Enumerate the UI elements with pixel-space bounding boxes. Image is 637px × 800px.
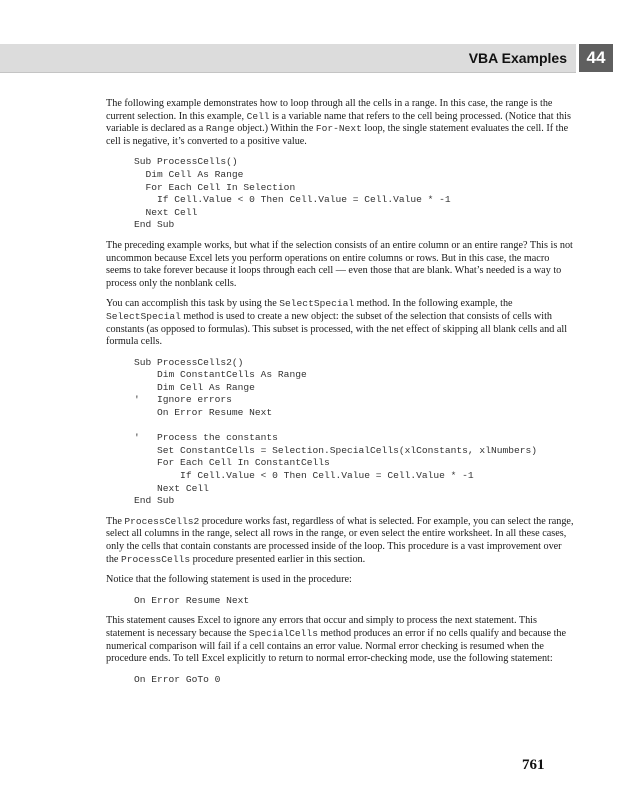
inline-code: SelectSpecial [106, 310, 181, 322]
text-run: method. In the following example, the [354, 298, 513, 310]
text-run: You can accomplish this task by using the [106, 298, 280, 310]
paragraph-preceding-example: The preceding example works, but what if the selection consists of an entire column or an entire range? This is not uncommon because Excel lets you perform operations on entire columns or rows. But in this case, the macro seems to take forever because it loops through each cell — even those that are blank. What’s needed is a way to process only the nonblank cells. [106, 239, 573, 289]
text-run: procedure works fast, regardless of what is selected. For example, you can select the range, select all columns in the range, select all rows in the range, or even select the entire worksheet. In all these cases, only the cells that contain constants are processed inside of the loop. This procedure is a vast improvement over the [106, 515, 574, 565]
text-run: method is used to create a new object: the subset of the selection that consists of cells with constants (as opposed to formulas). This subset is processed, with the net effect of skipping all blank cells and all formula cells. [106, 310, 568, 348]
inline-code: For-Next [315, 123, 362, 135]
text-run: This statement causes Excel to ignore any errors that occur and simply to process the next statement. This statement is necessary because the [106, 615, 537, 639]
code-block-process-cells2: Sub ProcessCells2() Dim ConstantCells As Range Dim Cell As Range ' Ignore errors On Error Resume Next ' Process the constants Set ConstantCells = Selection.SpecialCells(xlConstants, xlNumbers) For Each Cell In ConstantCells If Cell.Value < 0 Then Cell.Value = Cell.Value * -1 Next Cell End Sub [134, 356, 538, 507]
text-run: procedure presented earlier in this section. [190, 553, 366, 565]
text-run: The following example demonstrates how to loop through all the cells in a range. In this case, the range is the current selection. In this example, [106, 98, 553, 122]
inline-code: SpecialCells [248, 627, 318, 639]
page-number: 761 [522, 757, 545, 773]
chapter-number-badge: 44 [579, 44, 613, 72]
paragraph-select-special [106, 298, 576, 348]
paragraph-notice-statement: Notice that the following statement is used in the procedure: [106, 574, 352, 586]
inline-code: ProcessCells [121, 553, 191, 565]
text-run: The [106, 515, 125, 527]
paragraph-procedure-fast [106, 516, 576, 566]
inline-code: Cell [246, 110, 270, 122]
section-title: VBA Examples [468, 50, 567, 66]
text-run: method produces an error if no cells qualify and because the numerical comparison will fail if a cell contains an error value. Normal error checking is resumed when the procedure ends. To tell Excel explicitly to return to normal error-checking mode, use the following statement: [106, 627, 567, 665]
inline-code: SelectSpecial [279, 298, 355, 310]
text-run: object.) Within the [234, 123, 316, 135]
code-block-process-cells: Sub ProcessCells() Dim Cell As Range For Each Cell In Selection If Cell.Value < 0 Then Cell.Value = Cell.Value * -1 Next Cell End Sub [134, 156, 451, 231]
page-content [106, 98, 576, 694]
code-block-on-error-goto: On Error GoTo 0 [134, 673, 221, 685]
code-block-on-error-resume: On Error Resume Next [134, 594, 250, 606]
paragraph-intro [106, 98, 576, 148]
text-run: is a variable name that refers to the cell being processed. (Notice that this variable is declared as a [106, 110, 571, 135]
inline-code: ProcessCells2 [124, 515, 200, 527]
text-run: loop, the single statement evaluates the cell. If the cell is negative, it’s converted to a positive value. [106, 123, 569, 147]
paragraph-ignore-errors [106, 615, 576, 665]
inline-code: Range [205, 123, 235, 135]
